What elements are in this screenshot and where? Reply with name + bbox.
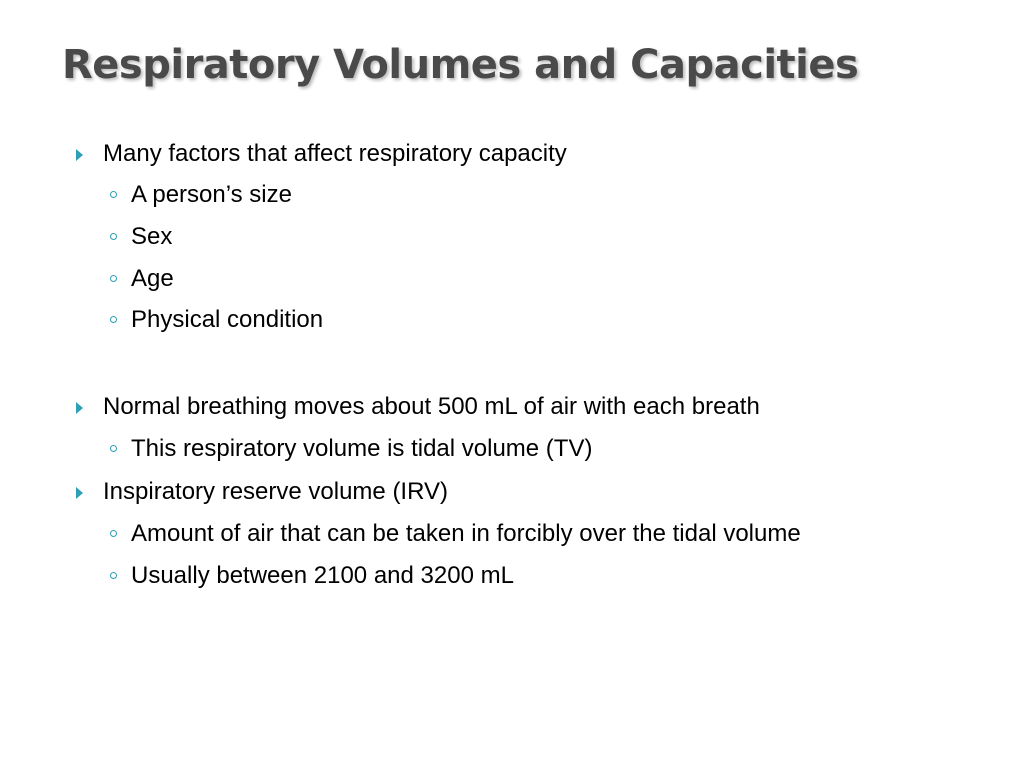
sub-bullet-item <box>131 562 514 590</box>
sub-bullet-item <box>131 181 292 209</box>
bullet-item <box>103 393 760 421</box>
bullet-text: Many factors that affect respiratory capacity <box>103 140 567 167</box>
circle-outline-icon <box>110 316 117 323</box>
sub-bullet-text: This respiratory volume is tidal volume (TV) <box>131 435 593 462</box>
sub-bullet-item <box>131 435 592 463</box>
circle-outline-icon <box>110 275 117 282</box>
bullet-text: Normal breathing moves about 500 mL of air with each breath <box>103 393 760 420</box>
circle-outline-icon <box>110 191 117 198</box>
circle-outline-icon <box>110 233 117 240</box>
bullet-item <box>103 140 567 168</box>
triangle-right-icon <box>76 487 83 499</box>
sub-bullet-item <box>131 520 801 548</box>
sub-bullet-text: Age <box>131 265 174 292</box>
sub-bullet-item <box>131 265 174 293</box>
triangle-right-icon <box>76 402 83 414</box>
bullet-text: Inspiratory reserve volume (IRV) <box>103 478 448 505</box>
sub-bullet-item <box>131 306 323 334</box>
sub-bullet-item <box>131 223 172 251</box>
sub-bullet-text: Usually between 2100 and 3200 mL <box>131 562 514 589</box>
triangle-right-icon <box>76 149 83 161</box>
sub-bullet-text: A person’s size <box>131 181 292 208</box>
slide-title: Respiratory Volumes and Capacities <box>62 42 859 88</box>
sub-bullet-text: Physical condition <box>131 306 324 333</box>
circle-outline-icon <box>110 530 117 537</box>
bullet-item <box>103 478 448 506</box>
sub-bullet-text: Amount of air that can be taken in forcibly over the tidal volume <box>131 520 801 547</box>
circle-outline-icon <box>110 572 117 579</box>
circle-outline-icon <box>110 445 117 452</box>
sub-bullet-text: Sex <box>131 223 173 250</box>
